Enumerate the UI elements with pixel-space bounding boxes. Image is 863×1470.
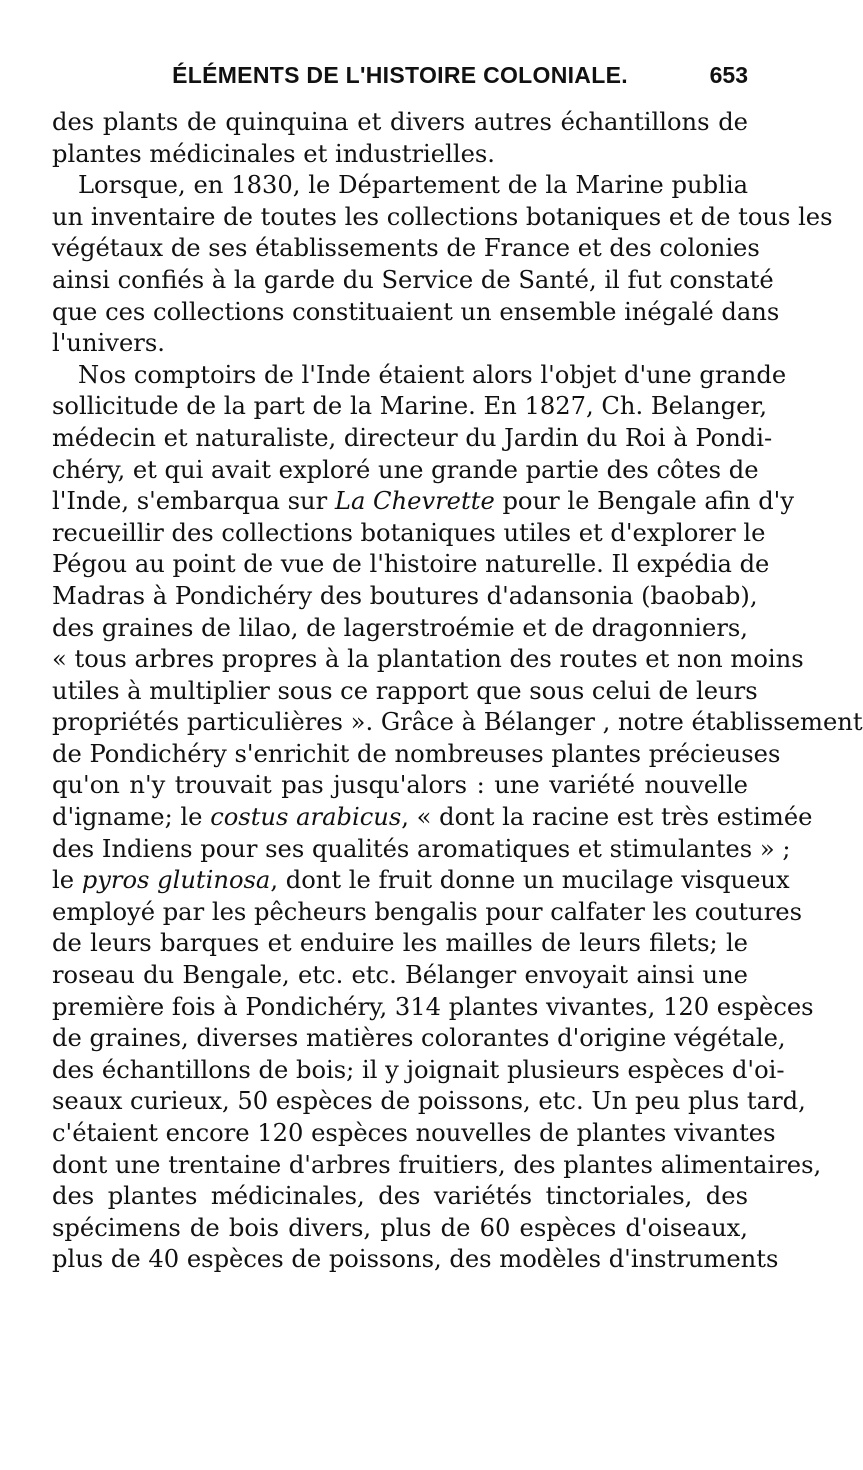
text-line: plantes médicinales et industrielles. — [52, 139, 495, 168]
body-text — [52, 107, 863, 1276]
italic-term: costus arabicus — [210, 803, 402, 832]
text-line: première fois à Pondichéry, 314 plantes vivantes, 120 espèces — [52, 992, 814, 1021]
text-line: propriétés particulières ». Grâce à Bélanger , notre établissement — [52, 708, 863, 737]
text-line: un inventaire de toutes les collections botaniques et de tous les — [52, 202, 833, 231]
text-line: des plantes médicinales, des variétés tinctoriales, des — [52, 1182, 748, 1211]
text-line: le pyros glutinosa, dont le fruit donne un mucilage visqueux — [52, 866, 790, 895]
text-line: Madras à Pondichéry des boutures d'adansonia (baobab), — [52, 581, 758, 610]
text-line: que ces collections constituaient un ensemble inégalé dans — [52, 297, 780, 326]
text-line: Lorsque, en 1830, le Département de la Marine publia — [78, 171, 748, 200]
text-line: l'Inde, s'embarqua sur La Chevrette pour le Bengale afin d'y — [52, 487, 794, 516]
text-line: roseau du Bengale, etc. etc. Bélanger envoyait ainsi une — [52, 961, 748, 990]
text-line: végétaux de ses établissements de France et des colonies — [52, 234, 760, 263]
text-line: chéry, et qui avait exploré une grande partie des côtes de — [52, 455, 759, 484]
text-line: ainsi confiés à la garde du Service de Santé, il fut constaté — [52, 265, 774, 294]
italic-term: pyros glutinosa — [81, 866, 271, 895]
text-line: plus de 40 espèces de poissons, des modèles d'instruments — [52, 1245, 779, 1274]
text-line: c'étaient encore 120 espèces nouvelles de plantes vivantes — [52, 1119, 776, 1147]
italic-term: La Chevrette — [334, 487, 495, 516]
text-line: des graines de lilao, de lagerstroémie et de dragonniers, — [52, 613, 748, 642]
text-line: qu'on n'y trouvait pas jusqu'alors : une variété nouvelle — [52, 771, 748, 800]
text-line: de graines, diverses matières colorantes d'origine végétale, — [52, 1024, 786, 1053]
running-title: ÉLÉMENTS DE L'HISTOIRE COLONIALE. — [172, 62, 628, 88]
text-line: seaux curieux, 50 espèces de poissons, etc. Un peu plus tard, — [52, 1087, 806, 1116]
text-line: utiles à multiplier sous ce rapport que sous celui de leurs — [52, 676, 758, 705]
page-header — [52, 62, 748, 96]
text-line: employé par les pêcheurs bengalis pour calfater les coutures — [52, 897, 802, 926]
text-line: des plants de quinquina et divers autres échantillons de — [52, 108, 748, 136]
text-line: des échantillons de bois; il y joignait plusieurs espèces d'oi- — [52, 1055, 785, 1084]
text-line: d'igname; le costus arabicus, « dont la racine est très estimée — [52, 803, 813, 832]
text-line: Pégou au point de vue de l'histoire naturelle. Il expédia de — [52, 550, 770, 579]
text-line: « tous arbres propres à la plantation des routes et non moins — [52, 645, 804, 674]
text-line: recueillir des collections botaniques utiles et d'explorer le — [52, 518, 766, 547]
text-line: médecin et naturaliste, directeur du Jardin du Roi à Pondi- — [52, 423, 773, 452]
text-line: sollicitude de la part de la Marine. En 1827, Ch. Belanger, — [52, 392, 768, 421]
text-line: des Indiens pour ses qualités aromatiques et stimulantes » ; — [52, 834, 791, 863]
text-line: l'univers. — [52, 329, 165, 358]
text-line: de leurs barques et enduire les mailles de leurs filets; le — [52, 929, 748, 958]
page-number: 653 — [709, 62, 748, 88]
text-line: de Pondichéry s'enrichit de nombreuses plantes précieuses — [52, 739, 781, 768]
text-line: dont une trentaine d'arbres fruitiers, des plantes alimentaires, — [52, 1150, 822, 1179]
text-line: Nos comptoirs de l'Inde étaient alors l'objet d'une grande — [78, 360, 787, 389]
text-line: spécimens de bois divers, plus de 60 espèces d'oiseaux, — [52, 1213, 748, 1242]
